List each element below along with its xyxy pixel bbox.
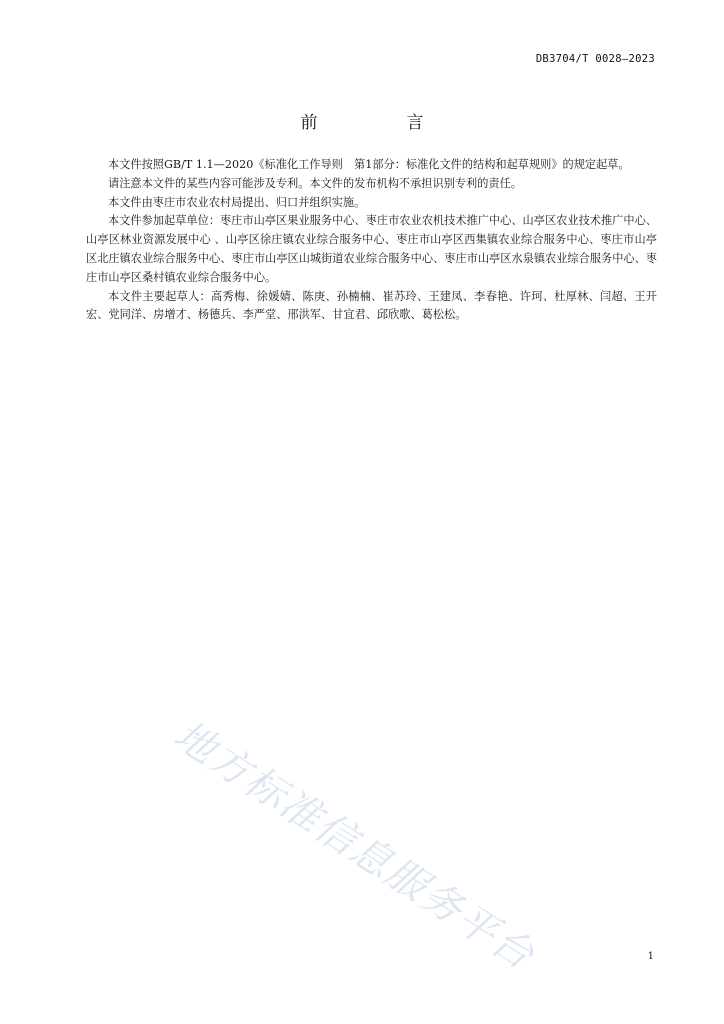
paragraph-drafting-rules: 本文件按照GB/T 1.1—2020《标准化工作导则 第1部分：标准化文件的结构和起草规则》的规定起草。 — [108, 158, 630, 171]
paragraph-drafters: 本文件主要起草人：高秀梅、徐媛婧、陈庚、孙楠楠、崔苏玲、王建凤、李春艳、许珂、杜厚林、闫超、王开宏、党同洋、房增才、杨德兵、李严堂、邢洪军、甘宜君、邱欣歌、葛松松。 — [86, 289, 657, 322]
paragraph-patent-notice: 请注意本文件的某些内容可能涉及专利。本文件的发布机构不承担识别专利的责任。 — [108, 176, 522, 190]
foreword-body — [86, 156, 657, 325]
document-code: DB3704/T 0028—2023 — [535, 53, 655, 65]
page-title: 前 言 — [300, 113, 460, 133]
paragraph-proposer: 本文件由枣庄市农业农村局提出、归口并组织实施。 — [108, 195, 366, 209]
watermark: 地方标准信息服务平台 — [165, 712, 543, 980]
page-number: 1 — [647, 951, 654, 962]
paragraph-drafting-units: 本文件参加起草单位：枣庄市山亭区果业服务中心、枣庄市农业农机技术推广中心、山亭区农业技术推广中心、山亭区林业资源发展中心 、山亭区徐庄镇农业综合服务中心、枣庄市山亭区西集镇农业综合服务中心、枣庄市山亭区北庄镇农业综合服务中心、枣庄市山亭区山城街道农业综合服务中心、枣庄市山亭区水泉镇农业综合服务中心、枣庄市山亭区桑村镇农业综合服务中心。 — [86, 214, 657, 284]
